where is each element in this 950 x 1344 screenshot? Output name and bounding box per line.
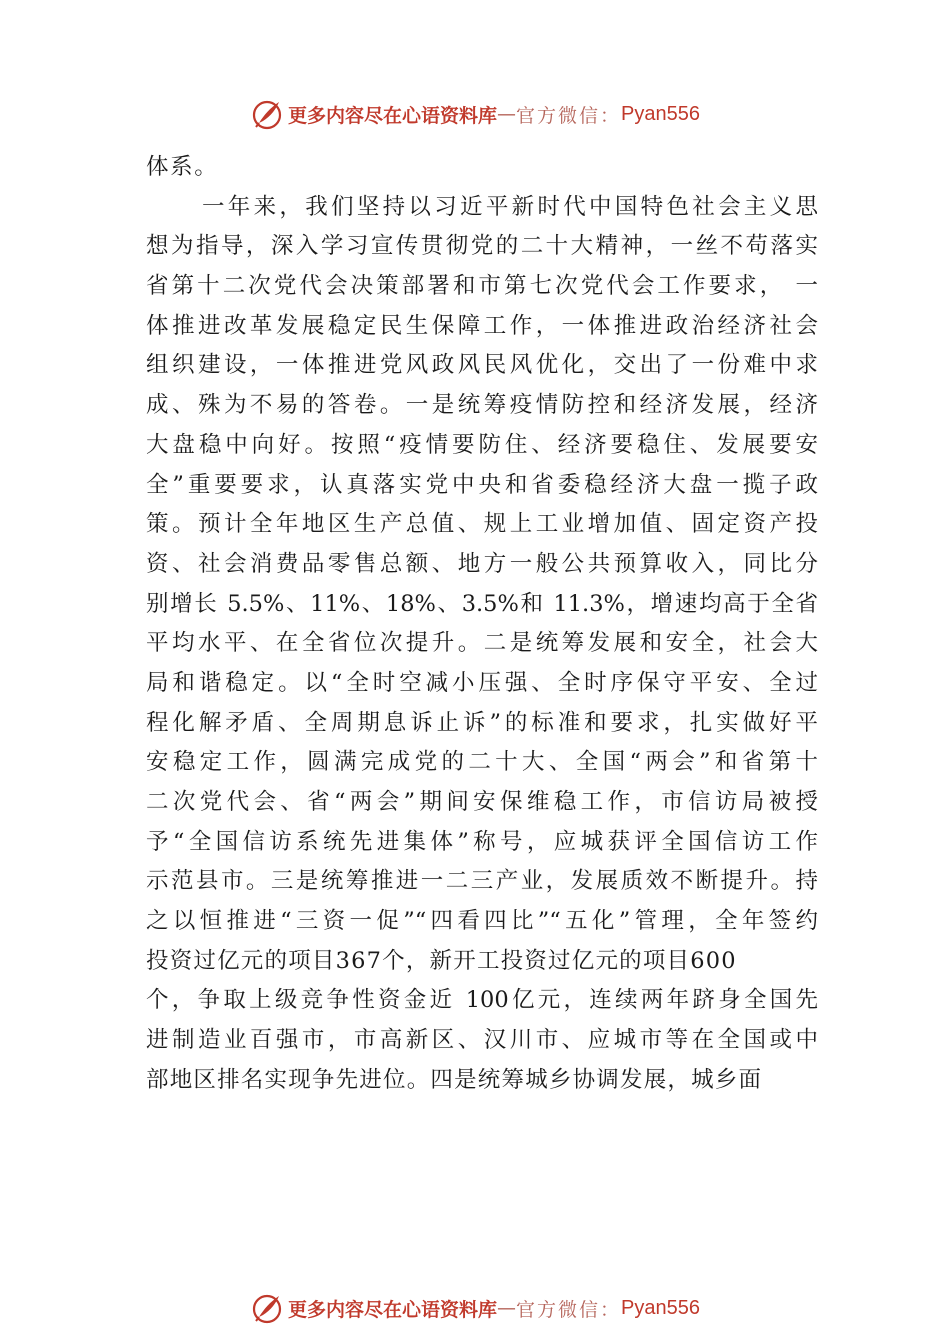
text-line: 成、殊为不易的答卷。一是统筹疫情防控和经济发展，经济 bbox=[146, 392, 818, 419]
text-line: 平均水平、在全省位次提升。二是统筹发展和安全，社会大 bbox=[146, 630, 818, 657]
text-line: 之以恒推进“三资一促”“四看四比”“五化”管理，全年签约 bbox=[146, 908, 818, 935]
text-line: 体系。 bbox=[146, 154, 219, 180]
watermark-id: Pyan556 bbox=[621, 1296, 700, 1319]
watermark-id: Pyan556 bbox=[621, 102, 700, 125]
text-line: 资、社会消费品零售总额、地方一般公共预算收入，同比分 bbox=[146, 550, 818, 577]
text-line: 策。预计全年地区生产总值、规上工业增加值、固定资产投 bbox=[146, 511, 818, 538]
text-line: 程化解矛盾、全周期息诉止诉”的标准和要求，扎实做好平 bbox=[146, 709, 818, 736]
document-body bbox=[146, 148, 818, 1101]
text-line: 想为指导，深入学习宣传贯彻党的二十大精神，一丝不苟落实 bbox=[146, 233, 818, 260]
text-line: 体推进改革发展稳定民生保障工作，一体推进政治经济社会 bbox=[146, 312, 818, 339]
text-line: 全”重要要求，认真落实党中央和省委稳经济大盘一揽子政 bbox=[146, 471, 818, 498]
text-line: 二次党代会、省“两会”期间安保维稳工作，市信访局被授 bbox=[146, 789, 818, 815]
text-line: 组织建设，一体推进党风政风民风优化，交出了一份难中求 bbox=[146, 352, 818, 379]
watermark-brand: 更多内容尽在心语资料库 bbox=[288, 104, 498, 127]
footer-watermark bbox=[0, 1288, 950, 1328]
text-line: 一年来，我们坚持以习近平新时代中国特色社会主义思 bbox=[202, 193, 818, 220]
text-line: 部地区排名实现争先进位。四是统筹城乡协调发展，城乡面 bbox=[146, 1066, 763, 1093]
quill-logo-icon bbox=[250, 1291, 284, 1325]
watermark-label: 官方微信： bbox=[516, 1298, 622, 1321]
text-line: 局和谐稳定。以“全时空减小压强、全时序保守平安、全过 bbox=[146, 669, 818, 696]
quill-logo-icon bbox=[250, 97, 284, 131]
text-line: 予“全国信访系统先进集体”称号，应城获评全国信访工作 bbox=[146, 828, 818, 855]
header-watermark bbox=[0, 94, 950, 134]
watermark-label: 官方微信： bbox=[516, 104, 622, 127]
text-line: 投资过亿元的项目367个，新开工投资过亿元的项目600 bbox=[146, 947, 737, 974]
text-line: 进制造业百强市，市高新区、汉川市、应城市等在全国或中 bbox=[146, 1027, 818, 1054]
watermark-dash: — bbox=[497, 103, 517, 125]
watermark-dash: — bbox=[497, 1297, 517, 1319]
text-line: 安稳定工作，圆满完成党的二十大、全国“两会”和省第十 bbox=[146, 749, 818, 776]
text-line: 示范县市。三是统筹推进一二三产业，发展质效不断提升。持 bbox=[146, 868, 818, 895]
text-line: 个，争取上级竞争性资金近 100亿元，连续两年跻身全国先 bbox=[146, 987, 818, 1014]
watermark-brand: 更多内容尽在心语资料库 bbox=[288, 1298, 498, 1321]
text-line: 别增长 5.5%、11%、18%、3.5%和 11.3%，增速均高于全省 bbox=[146, 590, 818, 617]
text-line: 大盘稳中向好。按照“疫情要防住、经济要稳住、发展要安 bbox=[146, 431, 818, 458]
text-line: 省第十二次党代会决策部署和市第七次党代会工作要求， 一 bbox=[146, 273, 818, 300]
